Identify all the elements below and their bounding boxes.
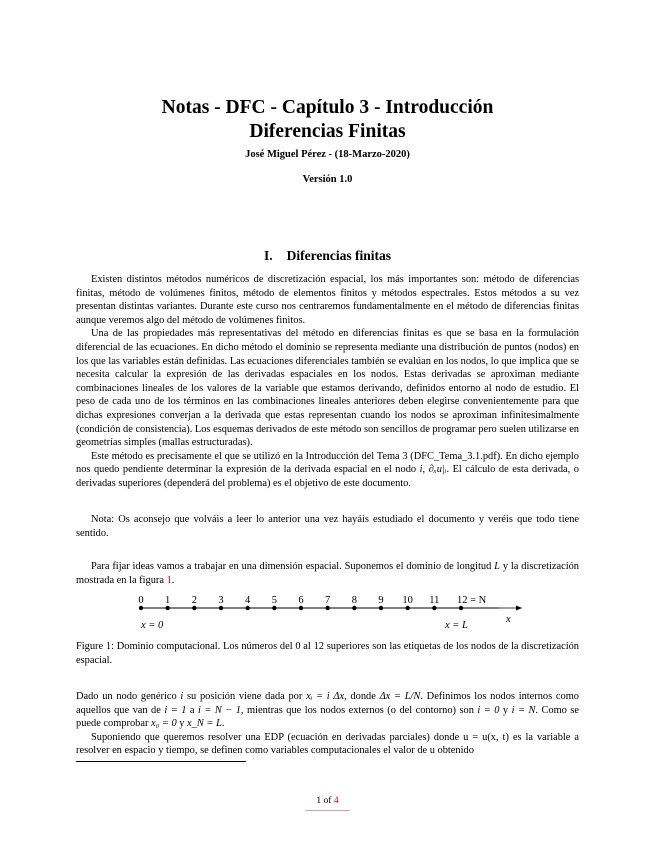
node-dot-12 [459, 606, 463, 610]
page-number-underline [305, 810, 350, 811]
after-p: x₀ = 0 [151, 718, 177, 730]
paragraph-3 [76, 450, 579, 491]
domain-diagram [76, 592, 579, 634]
node-dot-8 [352, 606, 356, 610]
node-dot-10 [405, 606, 409, 610]
figure-1 [76, 592, 579, 634]
after-k: , mientras que los nodos externos (o del contorno) son [240, 704, 478, 716]
after-f: Δx = L/N [379, 691, 421, 702]
node-dot-5 [272, 606, 276, 610]
node-label-9: 9 [378, 595, 384, 606]
after-i: a [186, 704, 198, 716]
page-current: 1 [316, 796, 322, 806]
fig-intro-a: Para fijar ideas vamos a trabajar en una dimensión espacial. Suponemos el dominio de longitud [91, 561, 495, 572]
fig-intro-c: . [171, 574, 175, 586]
node-dot-9 [379, 606, 383, 610]
node-dot-11 [432, 606, 436, 610]
after-n: i = N [511, 704, 536, 716]
after-s: . [221, 718, 225, 730]
node-label-3: 3 [218, 595, 224, 606]
after-figure-text [76, 690, 579, 758]
footnote-rule [76, 761, 246, 762]
node-label-5: 5 [271, 595, 277, 606]
section-body [76, 273, 579, 491]
page-number [0, 796, 655, 806]
after-o: . Como se puede comprobar [76, 704, 579, 730]
right-boundary-label: x = L [445, 620, 468, 631]
after-a: Dado un nodo genérico [76, 691, 181, 702]
node-label-1: 1 [165, 595, 171, 606]
after-b: i [180, 691, 184, 702]
figure-caption: Figure 1: Dominio computacional. Los números del 0 al 12 superiores son las etiquetas de los nodos de la discretización espacial. [76, 641, 579, 666]
node-label-7: 7 [325, 595, 331, 606]
axis-label: x [506, 614, 511, 625]
document-title-line1: Notas - DFC - Capítulo 3 - Introducción [161, 97, 494, 118]
node-label-4: 4 [245, 595, 251, 606]
p3-text-a: Este método es precisamente el que se utilizó en la Introducción del Tema 3 (DFC_Tema_3.1.pdf). En dicho ejemplo nos quedo pendiente determinar la expresión de la derivada espacial en el nodo [76, 450, 579, 476]
figure-ref-link[interactable]: 1 [166, 574, 172, 586]
axis-arrow-head [516, 606, 522, 611]
fig-intro-L: L [494, 561, 500, 572]
fig-intro-b: y la discretización mostrada en la figura [76, 561, 579, 586]
after-r: x_N = L [187, 718, 222, 730]
after-q: y [176, 718, 188, 730]
after-paragraph-2: Suponiendo que queremos resolver una EDP (ecuación en derivadas parciales) donde u = u(x, t) es la variable a resolver en espacio y tiempo, se definen como variables computacionales el valor de u obtenido [76, 731, 579, 757]
paragraph-1: Existen distintos métodos numéricos de discretización espacial, los más importantes son: método de diferencias finitas, método de volúmenes finitos, método de elementos finitos y métodos espectrales. Estos métodos a su vez presentan distintas variantes. Durante este curso nos centraremos fundamentalmente en el método de diferencias finitas aunque veremos algo del método de volúmenes finitos. [76, 274, 579, 326]
node-label-12: 12 = N [457, 595, 487, 606]
after-h: i = 1 [164, 704, 187, 716]
node-dot-2 [192, 606, 196, 610]
page-of: of [323, 796, 332, 806]
node-dot-7 [325, 606, 329, 610]
left-boundary-label: x = 0 [141, 620, 164, 631]
after-d: xᵢ = i Δx [306, 691, 345, 702]
version-line: Versión 1.0 [302, 174, 353, 185]
author-line: José Miguel Pérez - (18-Marzo-2020) [245, 149, 410, 160]
figure-intro-paragraph [76, 560, 579, 587]
node-label-10: 10 [402, 595, 413, 606]
figure-intro [76, 560, 579, 587]
after-m: y [499, 704, 512, 716]
after-e: , donde [344, 691, 380, 702]
page-total-link[interactable]: 4 [333, 796, 339, 806]
node-dot-0 [139, 606, 143, 610]
after-j: i = N − 1 [197, 704, 241, 716]
node-label-6: 6 [298, 595, 304, 606]
p3-comma: , [422, 464, 429, 476]
p3-derivative: ∂ₓu|ᵢ [428, 464, 447, 476]
node-dot-3 [219, 606, 223, 610]
section-title: Diferencias finitas [286, 248, 391, 263]
p3-node-symbol: i [419, 464, 423, 476]
after-g: . Definimos los nodos internos como aquellos que van de [76, 691, 579, 716]
node-label-8: 8 [351, 595, 357, 606]
node-dot-6 [299, 606, 303, 610]
node-dot-1 [165, 606, 169, 610]
section-number: I. [263, 248, 273, 263]
after-l: i = 0 [477, 704, 500, 716]
note-block [76, 513, 579, 540]
paragraph-2: Una de las propiedades más representativas del método en diferencias finitas es que se basa en la formulación diferencial de las ecuaciones. En dicho método el dominio se representa mediante una distribución de puntos (nodos) en los que las variables están definidas. Las ecuaciones diferenciales también se evalúan en los nodos, lo que implica que se necesita calcular la expresión de las derivadas espaciales en los nodos. Estas derivadas se aproximan mediante combinaciones lineales de los valores de la variable que estamos derivando, definidos entorno al nodo de estudio. El peso de cada uno de los términos en las combinaciones lineales anteriores deben elegirse convenientemente para que dichas expresiones converjan a la derivada que estas representan cuando los nodos se aproximan infinitesimalmente (condición de consistencia). Los esquemas derivados de este método son sencillos de programar pero suelen utilizarse en geometrías simples (mallas estructuradas). [76, 328, 579, 449]
node-label-11: 11 [429, 595, 440, 606]
node-label-2: 2 [191, 595, 197, 606]
document-title-line2: Diferencias Finitas [249, 121, 406, 142]
node-label-0: 0 [138, 595, 144, 606]
section-heading [0, 248, 655, 264]
after-paragraph-1 [76, 690, 579, 731]
node-dot-4 [245, 606, 249, 610]
p3-text-b: . El cálculo de esta derivada, o derivadas superiores (dependerá del problema) es el objetivo de este documento. [76, 464, 579, 489]
after-c: su posición viene dada por [183, 691, 307, 702]
note-paragraph: Nota: Os aconsejo que volváis a leer lo anterior una vez hayáis estudiado el documento y veréis que todo tiene sentido. [76, 514, 579, 539]
